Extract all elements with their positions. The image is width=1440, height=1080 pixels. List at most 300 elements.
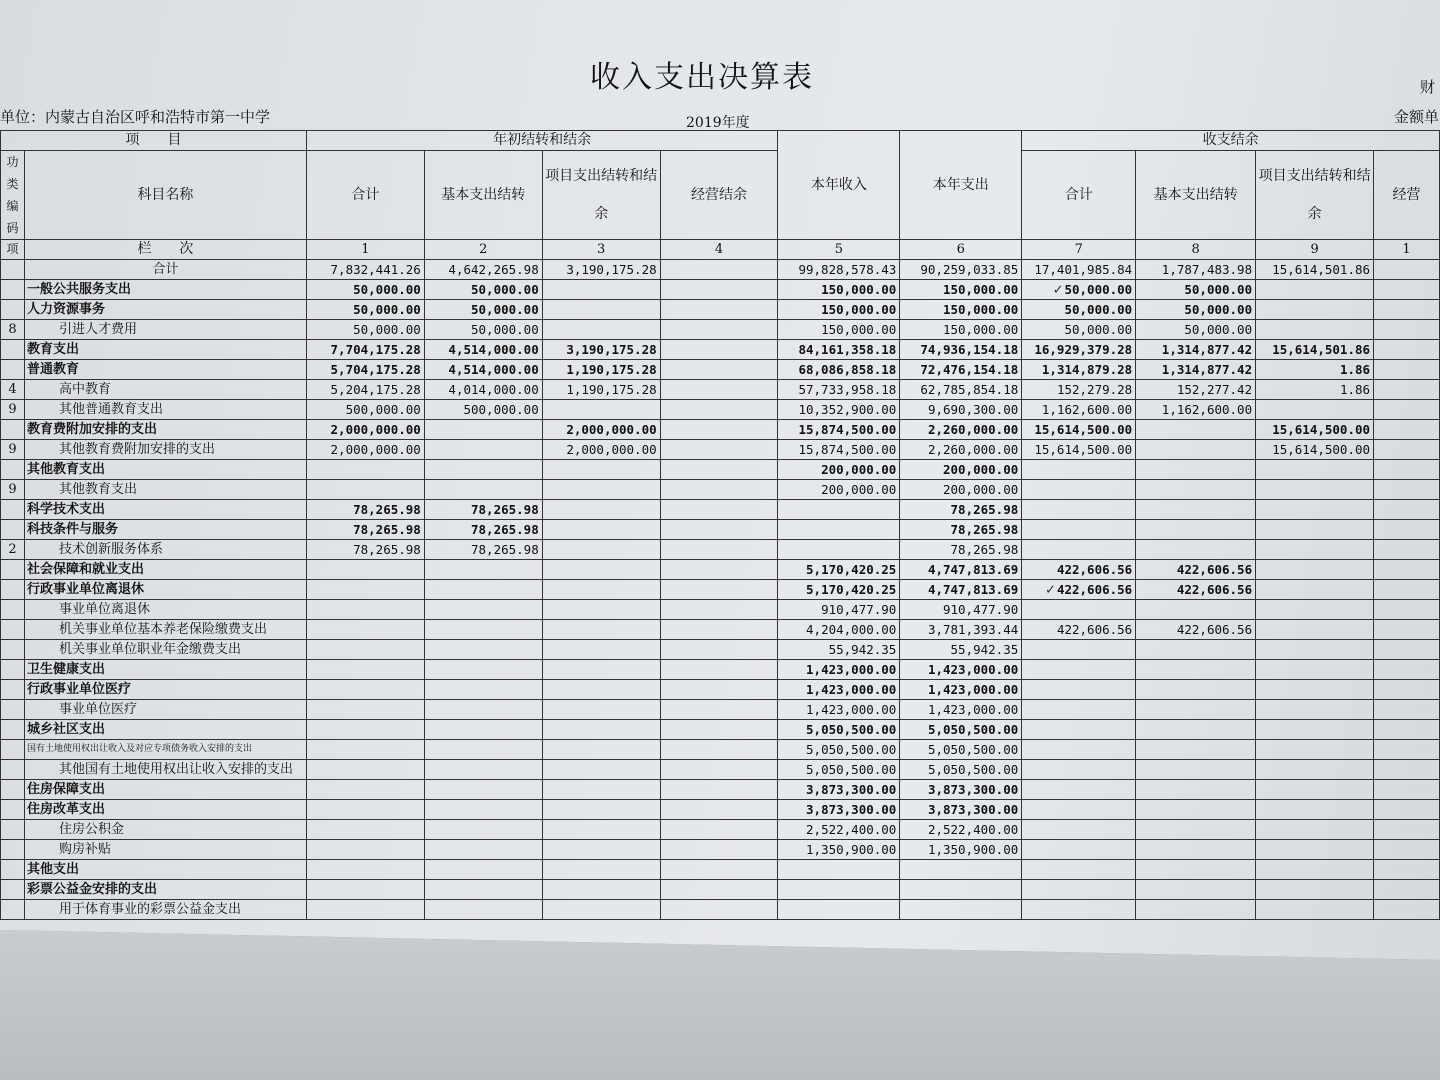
row-subject-name: 卫生健康支出: [24, 660, 306, 680]
row-value-c8: 50,000.00: [1136, 320, 1256, 340]
row-value-c5: 5,170,420.25: [778, 560, 900, 580]
row-value-c1: [306, 700, 424, 720]
row-code: 8: [1, 320, 25, 340]
row-value-c1: 78,265.98: [306, 500, 424, 520]
table-row: [1, 380, 1440, 400]
row-value-c3: [542, 500, 660, 520]
table-row: [1, 640, 1440, 660]
row-subject-name: 高中教育: [24, 380, 306, 400]
row-value-c4: [660, 700, 778, 720]
row-value-c1: [306, 840, 424, 860]
row-value-c4: [660, 500, 778, 520]
row-value-c1: [306, 660, 424, 680]
row-value-c7: 1,162,600.00: [1022, 400, 1136, 420]
row-value-c5: 5,050,500.00: [778, 760, 900, 780]
row-value-c1: [306, 620, 424, 640]
row-code: [1, 280, 25, 300]
row-value-c6: 74,936,154.18: [900, 340, 1022, 360]
row-code: [1, 340, 25, 360]
row-value-c5: 3,873,300.00: [778, 800, 900, 820]
row-value-c8: [1136, 880, 1256, 900]
row-value-c9: [1256, 660, 1374, 680]
row-value-c5: 10,352,900.00: [778, 400, 900, 420]
row-value-c9: [1256, 720, 1374, 740]
row-value-c8: 1,314,877.42: [1136, 340, 1256, 360]
row-value-c1: 50,000.00: [306, 280, 424, 300]
row-value-c3: [542, 460, 660, 480]
row-value-c4: [660, 900, 778, 920]
row-value-c3: [542, 800, 660, 820]
row-value-c6: 1,350,900.00: [900, 840, 1022, 860]
row-value-c5: 200,000.00: [778, 480, 900, 500]
row-value-c1: [306, 720, 424, 740]
row-code: 9: [1, 400, 25, 420]
row-subject-name: 机关事业单位基本养老保险缴费支出: [24, 620, 306, 640]
row-value-c8: 1,787,483.98: [1136, 260, 1256, 280]
basic2-header: 基本支出结转: [1136, 151, 1256, 240]
row-value-c5: 15,874,500.00: [778, 420, 900, 440]
table-row: [1, 860, 1440, 880]
row-code: [1, 760, 25, 780]
row-value-c4: [660, 720, 778, 740]
total-header: 合计: [306, 151, 424, 240]
row-value-c10: [1374, 520, 1440, 540]
row-value-c3: [542, 300, 660, 320]
row-value-c10: [1374, 320, 1440, 340]
row-value-c9: [1256, 860, 1374, 880]
row-value-c2: [424, 860, 542, 880]
row-value-c8: [1136, 660, 1256, 680]
row-value-c2: 4,014,000.00: [424, 380, 542, 400]
row-code: [1, 300, 25, 320]
row-value-c2: [424, 840, 542, 860]
row-value-c10: [1374, 880, 1440, 900]
row-value-c9: [1256, 780, 1374, 800]
unit-label: 单位：内蒙古自治区呼和浩特市第一中学: [0, 108, 271, 126]
row-value-c5: 1,423,000.00: [778, 680, 900, 700]
row-value-c5: 99,828,578.43: [778, 260, 900, 280]
row-value-c5: 910,477.90: [778, 600, 900, 620]
row-value-c2: [424, 580, 542, 600]
row-value-c1: [306, 560, 424, 580]
row-value-c10: [1374, 540, 1440, 560]
row-value-c8: [1136, 780, 1256, 800]
row-value-c9: [1256, 500, 1374, 520]
row-value-c7: [1022, 760, 1136, 780]
row-value-c2: [424, 800, 542, 820]
row-value-c7: 16,929,379.28: [1022, 340, 1136, 360]
row-value-c5: 150,000.00: [778, 280, 900, 300]
table-row: [1, 360, 1440, 380]
row-value-c4: [660, 300, 778, 320]
row-value-c10: [1374, 560, 1440, 580]
row-code: 2: [1, 540, 25, 560]
row-value-c8: [1136, 640, 1256, 660]
row-value-c1: 2,000,000.00: [306, 420, 424, 440]
table-row: [1, 720, 1440, 740]
row-value-c9: [1256, 760, 1374, 780]
row-value-c9: [1256, 620, 1374, 640]
row-value-c1: [306, 740, 424, 760]
subject-name-header: 科目名称: [24, 151, 306, 240]
row-value-c5: 150,000.00: [778, 320, 900, 340]
row-code: [1, 460, 25, 480]
row-value-c9: [1256, 740, 1374, 760]
row-value-c7: 17,401,985.84: [1022, 260, 1136, 280]
row-value-c4: [660, 540, 778, 560]
row-value-c9: 15,614,500.00: [1256, 420, 1374, 440]
col-num: 1: [1374, 240, 1440, 260]
table-row: [1, 420, 1440, 440]
row-value-c10: [1374, 360, 1440, 380]
row-value-c3: 1,190,175.28: [542, 380, 660, 400]
row-value-c4: [660, 360, 778, 380]
row-code: [1, 740, 25, 760]
row-value-c2: 78,265.98: [424, 500, 542, 520]
row-value-c8: [1136, 760, 1256, 780]
row-value-c2: [424, 700, 542, 720]
row-value-c7: 422,606.56: [1022, 620, 1136, 640]
row-value-c4: [660, 340, 778, 360]
row-subject-name: 一般公共服务支出: [24, 280, 306, 300]
row-value-c3: [542, 580, 660, 600]
page-title: 收入支出决算表: [590, 60, 814, 95]
func-code-header: 功类编码: [1, 151, 25, 240]
row-value-c8: [1136, 500, 1256, 520]
row-value-c8: 422,606.56: [1136, 560, 1256, 580]
row-value-c1: [306, 820, 424, 840]
right-edge-text: 财: [1420, 78, 1436, 96]
row-value-c3: [542, 720, 660, 740]
row-value-c2: 500,000.00: [424, 400, 542, 420]
row-value-c10: [1374, 620, 1440, 640]
row-value-c9: [1256, 680, 1374, 700]
table-row: [1, 400, 1440, 420]
row-value-c7: [1022, 680, 1136, 700]
row-value-c8: 152,277.42: [1136, 380, 1256, 400]
row-value-c6: 150,000.00: [900, 280, 1022, 300]
row-code: [1, 700, 25, 720]
row-value-c10: [1374, 420, 1440, 440]
row-value-c8: [1136, 700, 1256, 720]
row-value-c6: 72,476,154.18: [900, 360, 1022, 380]
table-row: [1, 300, 1440, 320]
row-value-c3: [542, 480, 660, 500]
row-value-c6: 55,942.35: [900, 640, 1022, 660]
row-value-c1: [306, 780, 424, 800]
row-value-c9: [1256, 900, 1374, 920]
row-subject-name: 教育费附加安排的支出: [24, 420, 306, 440]
row-code: [1, 860, 25, 880]
row-value-c4: [660, 440, 778, 460]
col-num: 6: [900, 240, 1022, 260]
row-value-c3: [542, 900, 660, 920]
row-value-c5: 1,423,000.00: [778, 700, 900, 720]
row-code: 4: [1, 380, 25, 400]
row-subject-name: 其他教育费附加安排的支出: [24, 440, 306, 460]
row-value-c9: [1256, 400, 1374, 420]
row-value-c7: [1022, 900, 1136, 920]
row-value-c3: [542, 760, 660, 780]
row-value-c10: [1374, 640, 1440, 660]
row-value-c3: [542, 280, 660, 300]
row-value-c7: [1022, 880, 1136, 900]
row-value-c8: [1136, 520, 1256, 540]
row-value-c9: [1256, 320, 1374, 340]
row-value-c4: [660, 280, 778, 300]
row-value-c9: [1256, 560, 1374, 580]
row-value-text: 50,000.00: [1064, 282, 1133, 297]
row-value-c3: [542, 560, 660, 580]
row-value-c4: [660, 800, 778, 820]
row-value-c6: 5,050,500.00: [900, 740, 1022, 760]
row-value-c6: 1,423,000.00: [900, 700, 1022, 720]
table-row: [1, 440, 1440, 460]
row-subject-name: 购房补贴: [24, 840, 306, 860]
row-value-c6: 3,781,393.44: [900, 620, 1022, 640]
row-value-c8: [1136, 420, 1256, 440]
row-value-c2: 50,000.00: [424, 280, 542, 300]
row-value-c8: 50,000.00: [1136, 300, 1256, 320]
row-value-c2: 4,514,000.00: [424, 340, 542, 360]
row-value-c9: [1256, 580, 1374, 600]
col-num: 9: [1256, 240, 1374, 260]
check-mark-icon: ✓: [1045, 580, 1055, 598]
row-value-c10: [1374, 720, 1440, 740]
row-code: [1, 260, 25, 280]
row-value-c6: 200,000.00: [900, 480, 1022, 500]
row-value-c7: [1022, 520, 1136, 540]
row-value-c8: [1136, 820, 1256, 840]
table-row: [1, 320, 1440, 340]
row-value-c9: [1256, 520, 1374, 540]
row-code: [1, 680, 25, 700]
row-value-c1: 50,000.00: [306, 300, 424, 320]
row-value-c9: [1256, 300, 1374, 320]
row-value-c2: [424, 880, 542, 900]
col-num: 2: [424, 240, 542, 260]
row-subject-name: 合计: [24, 260, 306, 280]
table-row: [1, 660, 1440, 680]
row-value-c2: 50,000.00: [424, 320, 542, 340]
row-value-c2: [424, 900, 542, 920]
row-subject-name: 行政事业单位医疗: [24, 680, 306, 700]
total2-header: 合计: [1022, 151, 1136, 240]
row-code: [1, 900, 25, 920]
row-code: [1, 580, 25, 600]
row-value-c2: 78,265.98: [424, 520, 542, 540]
row-value-c6: 9,690,300.00: [900, 400, 1022, 420]
row-value-c8: 422,606.56: [1136, 580, 1256, 600]
row-value-c1: [306, 460, 424, 480]
row-value-c5: [778, 540, 900, 560]
row-value-c8: [1136, 680, 1256, 700]
row-value-c10: [1374, 260, 1440, 280]
row-subject-name: 人力资源事务: [24, 300, 306, 320]
table-row: [1, 780, 1440, 800]
row-value-c9: [1256, 460, 1374, 480]
row-value-c7: [1022, 860, 1136, 880]
row-value-c10: [1374, 680, 1440, 700]
row-value-c4: [660, 400, 778, 420]
column-index-label: 栏 次: [24, 240, 306, 260]
row-value-c2: 78,265.98: [424, 540, 542, 560]
row-value-c5: [778, 520, 900, 540]
row-value-c6: 78,265.98: [900, 520, 1022, 540]
row-value-c8: 422,606.56: [1136, 620, 1256, 640]
row-value-c4: [660, 560, 778, 580]
row-value-c3: [542, 620, 660, 640]
table-row: [1, 620, 1440, 640]
row-value-c3: [542, 700, 660, 720]
row-value-c7: 15,614,500.00: [1022, 440, 1136, 460]
row-col-label: 项: [1, 240, 25, 260]
row-value-c10: [1374, 660, 1440, 680]
row-value-c4: [660, 520, 778, 540]
table-row: [1, 340, 1440, 360]
row-value-c10: [1374, 500, 1440, 520]
row-code: [1, 720, 25, 740]
row-code: [1, 800, 25, 820]
group-end-header: 收支结余: [1022, 131, 1440, 151]
row-value-c2: [424, 820, 542, 840]
row-value-c2: [424, 680, 542, 700]
row-code: 9: [1, 440, 25, 460]
row-subject-name: 技术创新服务体系: [24, 540, 306, 560]
row-value-c8: [1136, 480, 1256, 500]
row-subject-name: 彩票公益金安排的支出: [24, 880, 306, 900]
row-value-c6: [900, 880, 1022, 900]
row-value-c6: 1,423,000.00: [900, 680, 1022, 700]
row-value-c6: 3,873,300.00: [900, 780, 1022, 800]
row-value-c5: 5,050,500.00: [778, 720, 900, 740]
row-code: [1, 660, 25, 680]
row-value-c7: 422,606.56: [1022, 560, 1136, 580]
row-value-c1: [306, 580, 424, 600]
row-value-c5: [778, 880, 900, 900]
row-value-c7: [1022, 780, 1136, 800]
row-value-c2: 4,642,265.98: [424, 260, 542, 280]
table-row: [1, 740, 1440, 760]
row-value-c1: [306, 880, 424, 900]
row-value-c4: [660, 660, 778, 680]
row-value-c7: 50,000.00: [1022, 300, 1136, 320]
row-value-c4: [660, 860, 778, 880]
row-subject-name: 其他国有土地使用权出让收入安排的支出: [24, 760, 306, 780]
row-value-c7: [1022, 800, 1136, 820]
row-value-c3: [542, 320, 660, 340]
row-value-c4: [660, 320, 778, 340]
row-subject-name: 其他教育支出: [24, 480, 306, 500]
col-num: 3: [542, 240, 660, 260]
row-value-c4: [660, 480, 778, 500]
row-subject-name: 住房保障支出: [24, 780, 306, 800]
project2-header: 项目支出结转和结余: [1256, 151, 1374, 240]
row-value-c2: [424, 780, 542, 800]
row-value-c4: [660, 640, 778, 660]
row-value-c8: [1136, 900, 1256, 920]
row-code: [1, 360, 25, 380]
row-value-c4: [660, 820, 778, 840]
row-value-c1: 7,832,441.26: [306, 260, 424, 280]
row-value-c3: [542, 400, 660, 420]
row-value-c8: [1136, 540, 1256, 560]
row-subject-name: 住房公积金: [24, 820, 306, 840]
row-value-c3: [542, 680, 660, 700]
row-value-c9: 15,614,501.86: [1256, 340, 1374, 360]
row-value-c8: [1136, 460, 1256, 480]
row-value-c1: [306, 680, 424, 700]
row-value-c8: [1136, 720, 1256, 740]
row-value-c6: [900, 900, 1022, 920]
row-value-c8: 50,000.00: [1136, 280, 1256, 300]
row-value-c9: [1256, 820, 1374, 840]
row-value-c1: [306, 860, 424, 880]
row-value-c9: [1256, 480, 1374, 500]
row-value-c4: [660, 460, 778, 480]
row-value-c10: [1374, 820, 1440, 840]
row-value-c3: [542, 840, 660, 860]
row-value-c5: 84,161,358.18: [778, 340, 900, 360]
row-value-c6: 150,000.00: [900, 320, 1022, 340]
row-value-c6: 4,747,813.69: [900, 580, 1022, 600]
row-value-c9: 1.86: [1256, 380, 1374, 400]
check-mark-icon: ✓: [1053, 280, 1063, 298]
row-value-c5: 2,522,400.00: [778, 820, 900, 840]
row-value-c1: 7,704,175.28: [306, 340, 424, 360]
col-num: 8: [1136, 240, 1256, 260]
row-value-c4: [660, 780, 778, 800]
row-value-c10: [1374, 740, 1440, 760]
row-code: [1, 840, 25, 860]
row-value-c9: [1256, 880, 1374, 900]
row-value-c7: [1022, 460, 1136, 480]
table-row: [1, 840, 1440, 860]
row-value-c6: 3,873,300.00: [900, 800, 1022, 820]
row-value-c1: 78,265.98: [306, 520, 424, 540]
row-code: [1, 520, 25, 540]
row-value-c3: [542, 880, 660, 900]
row-value-c7: [1022, 580, 1136, 600]
table-row: [1, 700, 1440, 720]
row-value-c4: [660, 580, 778, 600]
col-num: 1: [306, 240, 424, 260]
row-value-c5: 150,000.00: [778, 300, 900, 320]
col-num: 5: [778, 240, 900, 260]
row-code: [1, 880, 25, 900]
row-subject-name: 事业单位医疗: [24, 700, 306, 720]
row-subject-name: 其他教育支出: [24, 460, 306, 480]
budget-table: [0, 130, 1440, 920]
row-value-c10: [1374, 300, 1440, 320]
row-value-c3: [542, 860, 660, 880]
row-value-c10: [1374, 400, 1440, 420]
item-header: 项 目: [1, 131, 307, 151]
row-value-c8: [1136, 600, 1256, 620]
row-value-c10: [1374, 760, 1440, 780]
table-row: [1, 820, 1440, 840]
row-value-c1: [306, 760, 424, 780]
row-value-c5: 15,874,500.00: [778, 440, 900, 460]
row-value-c3: 2,000,000.00: [542, 440, 660, 460]
row-value-c1: [306, 800, 424, 820]
row-value-c1: 2,000,000.00: [306, 440, 424, 460]
row-value-c6: 90,259,033.85: [900, 260, 1022, 280]
row-value-c7: [1022, 720, 1136, 740]
table-row: [1, 260, 1440, 280]
row-value-c4: [660, 600, 778, 620]
row-code: [1, 500, 25, 520]
